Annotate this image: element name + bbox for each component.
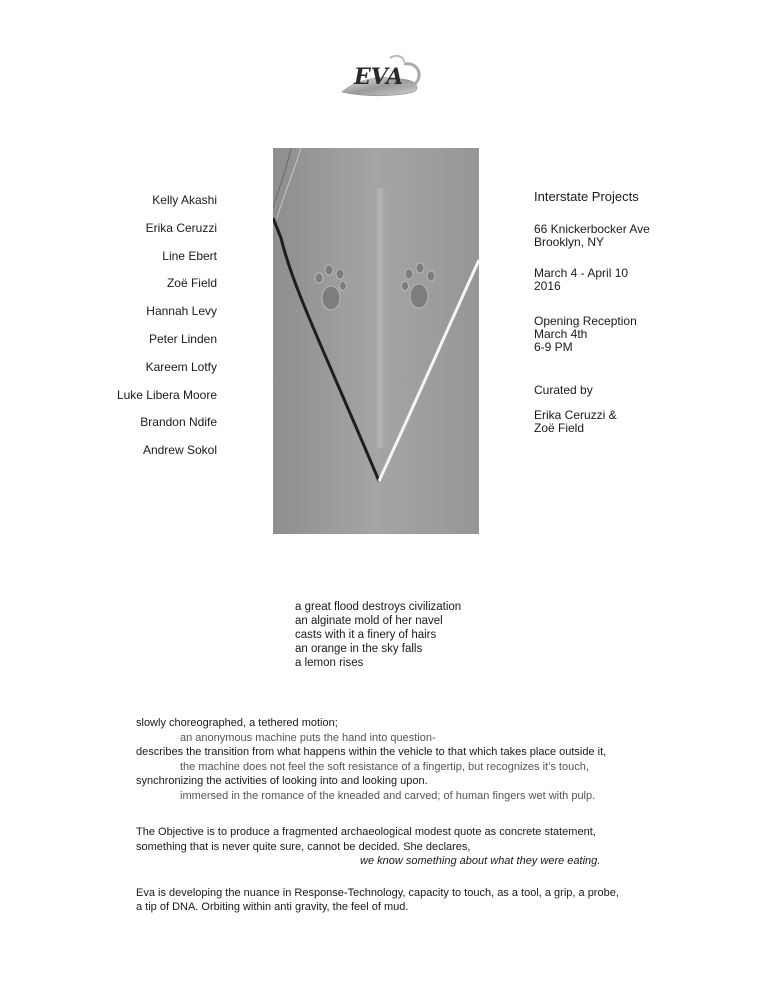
reception-line: 6-9 PM [534,340,573,354]
poem [295,600,461,670]
artist-name: Brandon Ndife [140,415,217,430]
poem-line: a lemon rises [295,657,364,669]
reception-line: Opening Reception [534,314,637,328]
objective-line: something that is never quite sure, cannot be decided. She declares, [136,840,471,853]
poem-line: an orange in the sky falls [295,643,423,655]
venue-name: Interstate Projects [534,189,639,204]
curator-line: Erika Ceruzzi & [534,408,617,422]
address-line: Brooklyn, NY [534,235,605,249]
exhibition-info [534,190,650,435]
artist-name: Zoë Field [166,276,217,291]
address-line: 66 Knickerbocker Ave [534,222,650,236]
artist-name: Luke Libera Moore [116,387,217,402]
venue-address [534,223,650,249]
poem-line: a great flood destroys civilization [295,601,462,613]
curator-line: Zoë Field [534,421,585,435]
eva-logo [338,50,424,102]
prose-line-indented: the machine does not feel the soft resistance of a fingertip, but recognizes it’s touch, [180,760,589,773]
dates-line: March 4 - April 10 [534,266,629,280]
artist-name: Line Ebert [162,248,217,263]
prose-line: synchronizing the activities of looking into and looking upon. [136,775,428,787]
eva-line: Eva is developing the nuance in Response-Technology, capacity to touch, as a tool, a grip, a probe, [136,886,619,899]
artist-name: Kareem Lotfy [145,359,217,374]
eva-line: a tip of DNA. Orbiting within anti gravity, the feel of mud. [136,901,409,913]
prose-line-indented: immersed in the romance of the kneaded and carved; of human fingers wet with pulp. [180,789,596,802]
prose-line-indented: an anonymous machine puts the hand into question- [180,731,436,744]
dates-line: 2016 [534,279,561,293]
artist-name: Hannah Levy [146,304,217,319]
objective-line: The Objective is to produce a fragmented archaeological modest quote as concrete statement, [136,826,596,838]
prose-line: describes the transition from what happens within the vehicle to that which takes place outside it, [136,746,607,758]
svg-text:EVA: EVA [354,64,404,90]
curated-label: Curated by [534,383,593,397]
artist-list [117,191,217,469]
opening-reception [534,315,650,354]
exhibition-dates [534,267,650,293]
prose-line: slowly choreographed, a tethered motion; [136,717,338,729]
artist-name: Kelly Akashi [152,193,217,207]
poem-line: an alginate mold of her navel [295,615,443,627]
artist-name: Andrew Sokol [142,443,217,458]
artwork-image [273,148,479,534]
artist-name: Erika Ceruzzi [145,220,217,235]
prose-text [136,716,756,915]
curators [534,409,650,435]
objective-quote: we know something about what they were eating. [360,855,601,867]
artist-name: Peter Linden [148,331,217,346]
poem-line: casts with it a finery of hairs [295,629,437,641]
reception-line: March 4th [534,327,588,341]
